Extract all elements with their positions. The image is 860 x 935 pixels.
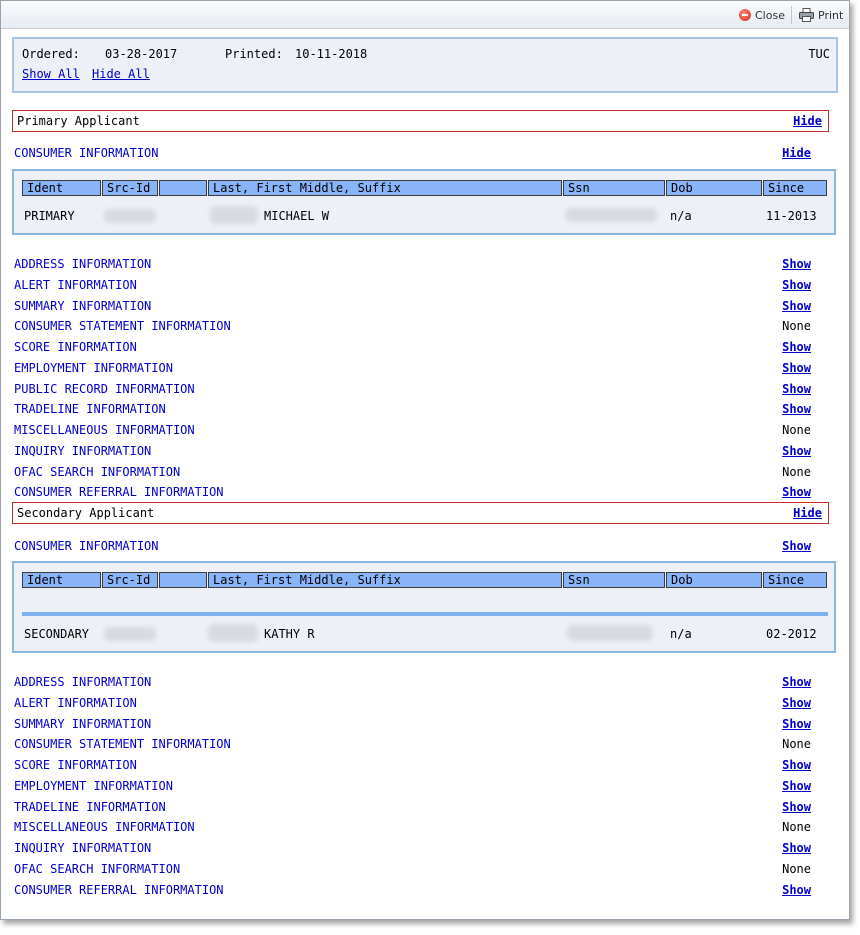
secondary-consumer-info-label: CONSUMER INFORMATION xyxy=(14,539,159,553)
section-label: SUMMARY INFORMATION xyxy=(14,299,152,313)
printed-label: Printed: xyxy=(225,47,283,61)
col-header-dob: Dob xyxy=(666,180,762,196)
printer-icon xyxy=(799,8,814,22)
secondary-consumer-table xyxy=(12,561,836,653)
redacted-ssn xyxy=(567,625,653,641)
close-icon xyxy=(739,9,751,21)
section-label: CONSUMER STATEMENT INFORMATION xyxy=(14,319,231,333)
section-show-link[interactable]: Show xyxy=(782,883,811,897)
section-label: PUBLIC RECORD INFORMATION xyxy=(14,382,195,396)
secondary-since: 02-2012 xyxy=(766,627,817,641)
section-label: OFAC SEARCH INFORMATION xyxy=(14,465,181,479)
col-header-blank xyxy=(159,180,207,196)
section-show-link[interactable]: Show xyxy=(782,340,811,354)
ordered-date: 03-28-2017 xyxy=(105,47,178,61)
section-label: INQUIRY INFORMATION xyxy=(14,444,152,458)
col-header-name: Last, First Middle, Suffix xyxy=(208,572,562,588)
section-show-link[interactable]: Show xyxy=(782,382,811,396)
section-show-link[interactable]: Show xyxy=(782,841,811,855)
section-label: MISCELLANEOUS INFORMATION xyxy=(14,820,195,834)
section-label: OFAC SEARCH INFORMATION xyxy=(14,862,181,876)
col-header-src-id: Src-Id xyxy=(102,572,158,588)
redacted-src-id xyxy=(104,627,156,641)
col-header-dob: Dob xyxy=(666,572,762,588)
secondary-consumer-info-show-link[interactable]: Show xyxy=(782,539,811,553)
section-label: CONSUMER REFERRAL INFORMATION xyxy=(14,883,224,897)
section-none-text: None xyxy=(782,737,811,751)
close-label: Close xyxy=(755,8,785,22)
section-label: ADDRESS INFORMATION xyxy=(14,257,152,271)
primary-since: 11-2013 xyxy=(766,209,817,223)
primary-applicant-hide-link[interactable]: Hide xyxy=(793,114,822,128)
section-label: SUMMARY INFORMATION xyxy=(14,717,152,731)
secondary-applicant-hide-link[interactable]: Hide xyxy=(793,506,822,520)
section-show-link[interactable]: Show xyxy=(782,675,811,689)
col-header-ident: Ident xyxy=(22,572,101,588)
section-label: ALERT INFORMATION xyxy=(14,278,137,292)
section-label: ADDRESS INFORMATION xyxy=(14,675,152,689)
section-none-text: None xyxy=(782,862,811,876)
section-show-link[interactable]: Show xyxy=(782,696,811,710)
section-none-text: None xyxy=(782,820,811,834)
section-show-link[interactable]: Show xyxy=(782,717,811,731)
section-show-link[interactable]: Show xyxy=(782,800,811,814)
secondary-dob: n/a xyxy=(670,627,692,641)
col-header-since: Since xyxy=(763,572,827,588)
section-show-link[interactable]: Show xyxy=(782,485,811,499)
section-label: CONSUMER STATEMENT INFORMATION xyxy=(14,737,231,751)
secondary-name: KATHY R xyxy=(264,627,315,641)
section-label: EMPLOYMENT INFORMATION xyxy=(14,779,173,793)
section-show-link[interactable]: Show xyxy=(782,278,811,292)
toolbar xyxy=(1,1,849,29)
section-label: TRADELINE INFORMATION xyxy=(14,800,166,814)
primary-consumer-table xyxy=(12,169,836,235)
primary-applicant-bar xyxy=(12,110,829,132)
section-show-link[interactable]: Show xyxy=(782,257,811,271)
section-label: INQUIRY INFORMATION xyxy=(14,841,152,855)
col-header-since: Since xyxy=(763,180,827,196)
toolbar-separator xyxy=(791,6,792,24)
section-show-link[interactable]: Show xyxy=(782,444,811,458)
section-label: MISCELLANEOUS INFORMATION xyxy=(14,423,195,437)
section-none-text: None xyxy=(782,319,811,333)
printed-date: 10-11-2018 xyxy=(295,47,368,61)
col-header-ssn: Ssn xyxy=(563,572,665,588)
primary-ident: PRIMARY xyxy=(24,209,75,223)
ordered-label: Ordered: xyxy=(22,47,80,61)
section-show-link[interactable]: Show xyxy=(782,299,811,313)
show-all-link[interactable]: Show All xyxy=(22,67,80,81)
report-header xyxy=(12,37,838,93)
section-none-text: None xyxy=(782,465,811,479)
primary-dob: n/a xyxy=(670,209,692,223)
section-label: TRADELINE INFORMATION xyxy=(14,402,166,416)
section-show-link[interactable]: Show xyxy=(782,361,811,375)
primary-name: MICHAEL W xyxy=(264,209,330,223)
section-label: CONSUMER REFERRAL INFORMATION xyxy=(14,485,224,499)
hide-all-link[interactable]: Hide All xyxy=(92,67,150,81)
print-label: Print xyxy=(818,8,844,22)
print-button[interactable] xyxy=(799,7,843,23)
table-divider xyxy=(22,612,828,616)
secondary-applicant-bar xyxy=(12,502,829,524)
section-none-text: None xyxy=(782,423,811,437)
redacted-last-name xyxy=(208,624,258,642)
redacted-ssn xyxy=(565,208,657,222)
bureau-code: TUC xyxy=(808,47,830,61)
redacted-src-id xyxy=(104,209,156,223)
primary-consumer-info-hide-link[interactable]: Hide xyxy=(782,146,811,160)
close-button[interactable] xyxy=(739,7,785,23)
col-header-src-id: Src-Id xyxy=(102,180,158,196)
section-show-link[interactable]: Show xyxy=(782,758,811,772)
col-header-ssn: Ssn xyxy=(563,180,665,196)
redacted-last-name xyxy=(210,206,258,224)
section-show-link[interactable]: Show xyxy=(782,779,811,793)
col-header-name: Last, First Middle, Suffix xyxy=(208,180,562,196)
col-header-blank xyxy=(159,572,207,588)
col-header-ident: Ident xyxy=(22,180,101,196)
section-label: EMPLOYMENT INFORMATION xyxy=(14,361,173,375)
secondary-ident: SECONDARY xyxy=(24,627,90,641)
section-label: ALERT INFORMATION xyxy=(14,696,137,710)
section-label: SCORE INFORMATION xyxy=(14,340,137,354)
section-show-link[interactable]: Show xyxy=(782,402,811,416)
section-label: SCORE INFORMATION xyxy=(14,758,137,772)
primary-applicant-title: Primary Applicant xyxy=(17,114,140,128)
primary-consumer-info-label: CONSUMER INFORMATION xyxy=(14,146,159,160)
secondary-applicant-title: Secondary Applicant xyxy=(17,506,155,520)
